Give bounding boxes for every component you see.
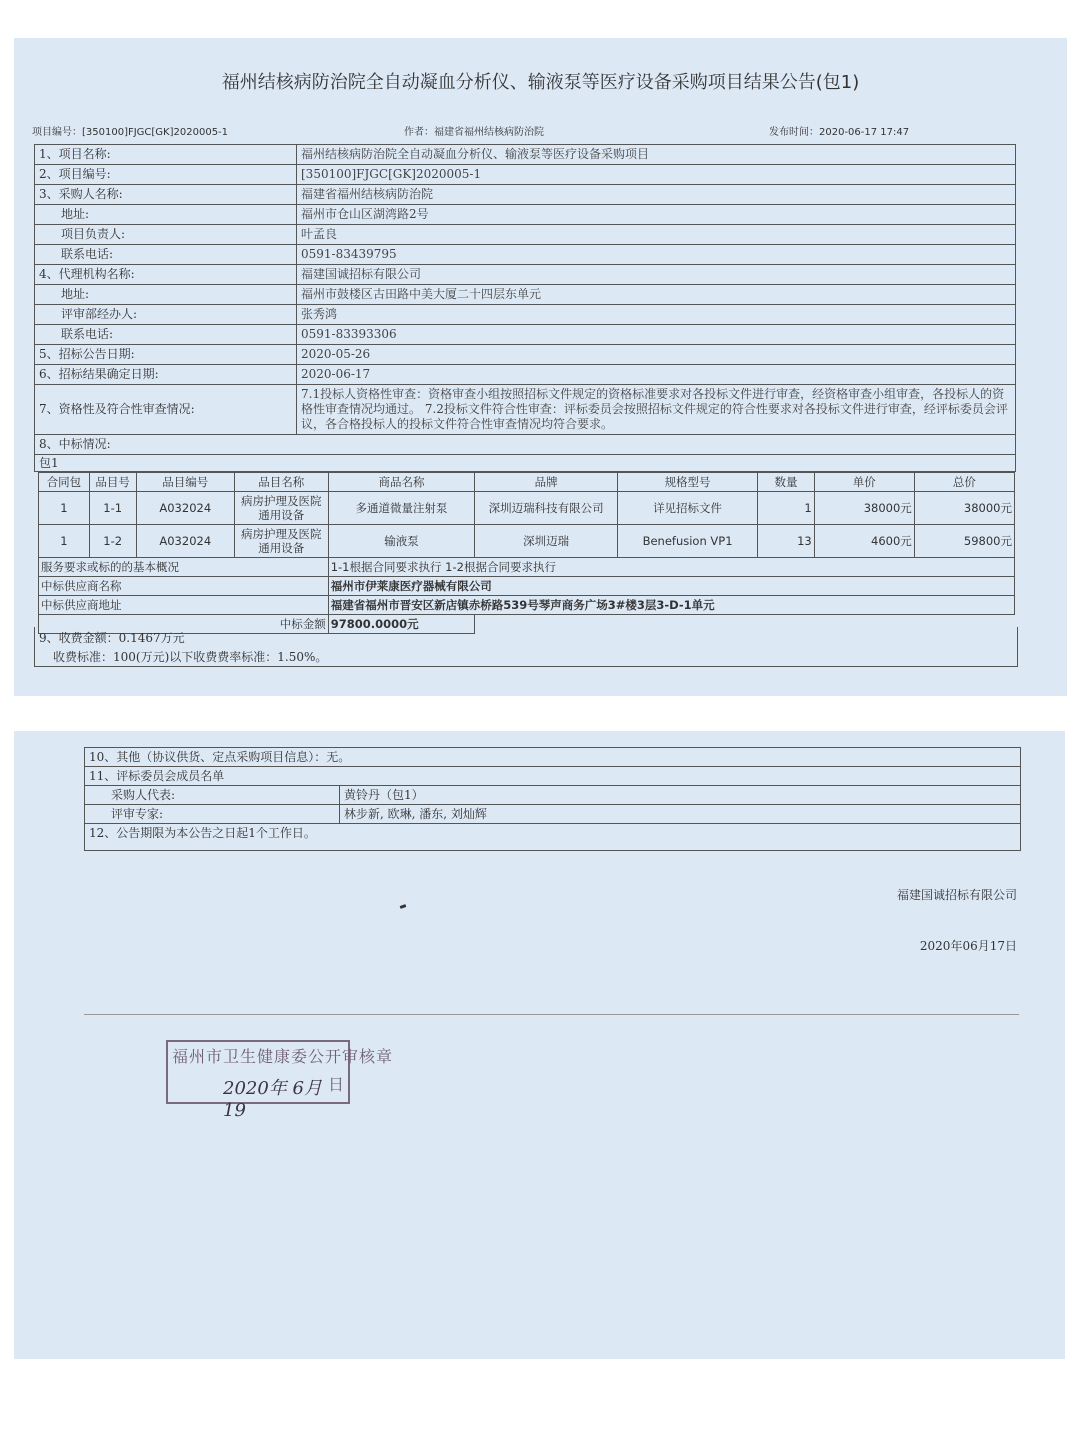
info-row: [35, 225, 1016, 245]
info-value: 福建国诚招标有限公司: [297, 265, 1016, 285]
bid-cell-model: Benefusion VP1: [617, 525, 757, 558]
bid-header-row: [39, 473, 1015, 492]
ink-mark: [400, 904, 407, 909]
supplier-value: 福州市伊莱康医疗器械有限公司: [328, 577, 1014, 596]
info-row: [35, 365, 1016, 385]
info-value: 0591-83393306: [297, 325, 1016, 345]
bid-header: 商品名称: [328, 473, 475, 492]
bid-cell-total: 59800元: [914, 525, 1014, 558]
document-page-1: [14, 38, 1067, 696]
info-row: [35, 305, 1016, 325]
divider: [84, 1014, 1019, 1015]
info-value: 福建省福州结核病防治院: [297, 185, 1016, 205]
review-stamp: [166, 1040, 394, 1121]
bid-cell-brand: 深圳迈瑞: [475, 525, 618, 558]
bid-cell-brand: 深圳迈瑞科技有限公司: [475, 492, 618, 525]
info-row: [35, 245, 1016, 265]
info-row-review: [35, 385, 1016, 435]
publish-time-meta: 发布时间：2020-06-17 17:47: [769, 127, 910, 138]
bid-header: 品目编号: [136, 473, 234, 492]
info-row: [85, 824, 1021, 851]
info-row: [35, 145, 1016, 165]
info-value: 0591-83439795: [297, 245, 1016, 265]
author-meta: 作者：福建省福州结核病防治院: [404, 127, 544, 138]
bid-cell-item-no: 1-1: [89, 492, 136, 525]
info-row: [35, 345, 1016, 365]
info-key: 6、招标结果确定日期:: [35, 365, 297, 385]
committee-table: [84, 747, 1021, 851]
bid-header: 单价: [814, 473, 914, 492]
bid-cell-package: 1: [39, 492, 90, 525]
buyer-rep-value: 黄铃丹（包1）: [340, 786, 1021, 805]
bid-header: 数量: [758, 473, 815, 492]
bid-header: 合同包: [39, 473, 90, 492]
info-value: 福州市仓山区湖湾路2号: [297, 205, 1016, 225]
info-row: [85, 748, 1021, 767]
bid-cell-model: 详见招标文件: [617, 492, 757, 525]
info-row: [85, 786, 1021, 805]
bid-header: 品目号: [89, 473, 136, 492]
info-key: 1、项目名称:: [35, 145, 297, 165]
amount-value: 97800.0000元: [328, 615, 475, 634]
info-value: 2020-06-17: [297, 365, 1016, 385]
info-key: 联系电话:: [35, 245, 297, 265]
info-key: 项目负责人:: [35, 225, 297, 245]
info-key: 地址:: [35, 285, 297, 305]
issuer-company: 福建国诚招标有限公司: [896, 888, 1017, 902]
info-row: [85, 805, 1021, 824]
project-number-meta: 项目编号：[350100]FJGC[GK]2020005-1: [32, 127, 229, 138]
bid-cell-code: A032024: [136, 525, 234, 558]
bid-cell-product: 输液泵: [328, 525, 475, 558]
info-key: 地址:: [35, 205, 297, 225]
info-key: 2、项目编号:: [35, 165, 297, 185]
experts-label: 评审专家:: [85, 805, 340, 824]
fee-standard: 收费标准：100(万元)以下收费费率标准：1.50%。: [53, 650, 328, 664]
info-row: [35, 325, 1016, 345]
info-row: [35, 205, 1016, 225]
bid-header: 品牌: [475, 473, 618, 492]
info-value: 福州结核病防治院全自动凝血分析仪、输液泵等医疗设备采购项目: [297, 145, 1016, 165]
notice-period: 12、公告期限为本公告之日起1个工作日。: [85, 824, 1021, 851]
bid-row: [39, 525, 1015, 558]
info-row: [35, 165, 1016, 185]
bid-cell-item-name: 病房护理及医院通用设备: [234, 492, 328, 525]
bid-cell-product: 多通道微量注射泵: [328, 492, 475, 525]
info-row: [35, 185, 1016, 205]
bid-cell-item-name: 病房护理及医院通用设备: [234, 525, 328, 558]
fee-section: [34, 627, 1018, 667]
package-label: 包1: [35, 455, 1016, 472]
info-key: 3、采购人名称:: [35, 185, 297, 205]
award-title: 8、中标情况:: [35, 435, 297, 455]
bid-cell-unit-price: 38000元: [814, 492, 914, 525]
page-title: 福州结核病防治院全自动凝血分析仪、输液泵等医疗设备采购项目结果公告(包1): [221, 72, 860, 93]
bid-cell-total: 38000元: [914, 492, 1014, 525]
bid-cell-code: A032024: [136, 492, 234, 525]
info-value: [350100]FJGC[GK]2020005-1: [297, 165, 1016, 185]
bid-cell-unit-price: 4600元: [814, 525, 914, 558]
committee-title: 11、评标委员会成员名单: [85, 767, 1021, 786]
fee-amount: 9、收费金额：0.1467万元: [39, 631, 185, 645]
info-row-award: [35, 435, 1016, 455]
info-row: [85, 767, 1021, 786]
service-label: 服务要求或标的的基本概况: [39, 558, 329, 577]
info-row: [35, 265, 1016, 285]
supplier-label: 中标供应商名称: [39, 577, 329, 596]
issue-date: 2020年06月17日: [919, 939, 1017, 953]
info-key: 5、招标公告日期:: [35, 345, 297, 365]
info-value: 福州市鼓楼区古田路中美大厦二十四层东单元: [297, 285, 1016, 305]
supplier-address-row: [39, 596, 1015, 615]
info-key: 联系电话:: [35, 325, 297, 345]
bid-cell-quantity: 1: [758, 492, 815, 525]
bid-header: 规格型号: [617, 473, 757, 492]
info-row-package: [35, 455, 1016, 472]
experts-value: 林步新, 欧琳, 潘东, 刘灿辉: [340, 805, 1021, 824]
bid-cell-item-no: 1-2: [89, 525, 136, 558]
info-key: 评审部经办人:: [35, 305, 297, 325]
address-label: 中标供应商地址: [39, 596, 329, 615]
info-value: 叶孟良: [297, 225, 1016, 245]
service-row: [39, 558, 1015, 577]
stamp-text: 福州市卫生健康委公开审核章: [172, 1047, 394, 1066]
bid-header: 总价: [914, 473, 1014, 492]
address-value: 福建省福州市晋安区新店镇赤桥路539号琴声商务广场3#楼3层3-D-1单元: [328, 596, 1014, 615]
bid-table: [38, 472, 1015, 634]
stamp-day-char: 日: [327, 1075, 344, 1094]
stamp-handwritten-date: 2020年 6月 19: [223, 1078, 322, 1121]
info-value: 张秀鸿: [297, 305, 1016, 325]
info-key: 4、代理机构名称:: [35, 265, 297, 285]
bid-header: 品目名称: [234, 473, 328, 492]
document-page-2: [14, 731, 1065, 1359]
amount-label: 中标金额: [39, 615, 329, 634]
info-value: 2020-05-26: [297, 345, 1016, 365]
bid-cell-quantity: 13: [758, 525, 815, 558]
supplier-row: [39, 577, 1015, 596]
service-value: 1-1根据合同要求执行 1-2根据合同要求执行: [328, 558, 1014, 577]
info-value: 7.1投标人资格性审查：资格审查小组按照招标文件规定的资格标准要求对各投标文件进行审查，经资格审查小组审查，各投标人的资格性审查情况均通过。 7.2投标文件符合性审查：评标委员会按照招标文件规定的符合性要求对各投标文件进行审查，经评标委员会评议，各合格投标人的投标文件符合性审查情况均符合要求。: [297, 385, 1016, 435]
other-info: 10、其他（协议供货、定点采购项目信息）：无。: [85, 748, 1021, 767]
bid-row: [39, 492, 1015, 525]
info-key: 7、资格性及符合性审查情况:: [35, 385, 297, 435]
bid-cell-package: 1: [39, 525, 90, 558]
project-info-table: [34, 144, 1016, 472]
buyer-rep-label: 采购人代表:: [85, 786, 340, 805]
info-row: [35, 285, 1016, 305]
